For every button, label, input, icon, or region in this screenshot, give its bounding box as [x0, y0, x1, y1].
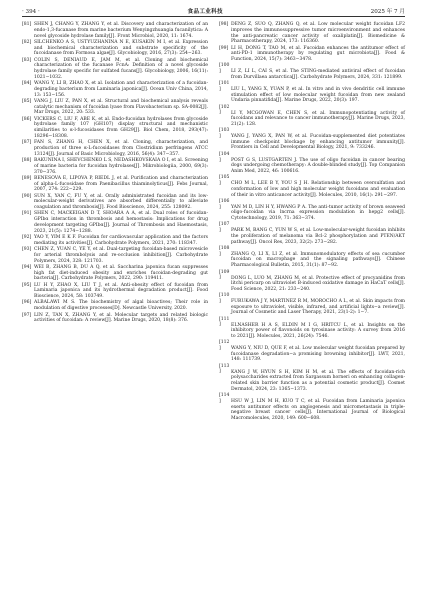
- reference-number: [100]: [219, 63, 230, 75]
- reference-text: DENG Z, SUO Q, ZHANG Q, et al. Low molecular weight fucoidan LF2 improves the immunosuppressive tumor microenvironment and enhances the anti-pancreatic cancer activity of oxaliplatin[J]. Biomedicine & Pharmacotherapy, 2024, 173: 116360.: [231, 22, 405, 45]
- reference-number: [94]: [22, 264, 32, 270]
- reference-number: [107]: [219, 222, 230, 234]
- reference-text: SHEN C, MACKEIGAN D T, SHOARA A A, et al. Dual roles of fucoidan-GPIbα interaction in thrombosis and hemostasis: Implications for drug development targeting GPIbα[J]. Journal of Thrombosis and Haemostasis, 2023, 21(5): 1274−1288.: [34, 211, 208, 234]
- reference-text: PARK M, BANG C, YUN W S, et al. Low-molecular-weight fucoidan inhibits the proliferation of melanoma via Bcl-2 phosphorylation and PTEN/AKT pathway[J]. Oncol Res, 2023, 32(2): 273−282.: [231, 228, 405, 245]
- reference-entry: [22, 235, 208, 247]
- reference-text: LI Z, LI L, CAI S, et al. The STING-mediated antiviral effect of fucoidan from Durvillaea antarctica[J]. Carbohydrate Polymers, 2024, 331: 121899.: [231, 69, 405, 80]
- reference-entry: [219, 317, 405, 340]
- reference-entry: [22, 158, 208, 175]
- reference-text: SHEN J, CHANG Y, ZHANG Y, et al. Discovery and characterization of an endo-1,3-fucanase from marine bacterium Wenyingzhuangia fucanilytica: A novel glycoside hydrolase family[J]. Front Microbiol, 2020, 11: 1674.: [34, 22, 208, 39]
- reference-number: [90]: [22, 193, 32, 199]
- reference-text: HSU W J, LIN M H, KUO T C, et al. Fucoidan from Laminaria japonica exerts antitumor effects on angiogenesis and micrometastasis in triple-negative breast cancer cells[J]. International Journal of Biological Macromolecules, 2020, 149: 600−608.: [231, 398, 405, 421]
- reference-number: [105]: [219, 175, 230, 187]
- reference-entry: [22, 40, 208, 57]
- reference-number: [91]: [22, 211, 32, 217]
- reference-entry: [219, 270, 405, 293]
- reference-number: [93]: [22, 247, 32, 253]
- reference-columns: [22, 22, 405, 422]
- reference-number: [109]: [219, 269, 230, 281]
- reference-number: [106]: [219, 198, 230, 210]
- reference-entry: [219, 364, 405, 393]
- reference-text: LI Y, MCGOWAN E, CHEN S, et al. Immunopotentiating activity of fucoidans and relevance to cancer immunotherapy[J]. Marine Drugs, 2023, 21(2): 128.: [231, 110, 405, 127]
- reference-entry: [22, 140, 208, 157]
- reference-text: YANG J, YANG X, PAN W, et al. Fucoidan-supplemented diet potentiates immune checkpoint blockage by enhancing antitumor immunity[J]. Frontiers in Cell and Developmental Biology, 2021, 9: 733246.: [231, 133, 405, 151]
- page-number: · 394 ·: [22, 9, 40, 15]
- reference-entry: [22, 283, 208, 300]
- reference-text: WEI B, ZHANG B, DU A Q, et al. Saccharina japonica fucan suppresses high fat diet-induced obesity and enriches fucoidan-degrading gut bacteria[J]. Carbohydrate Polymers, 2022, 290: 119411.: [34, 264, 208, 282]
- reference-text: COLIN S, DENIAUD E, JAM M, et al. Cloning and biochemical characterization of the fucanase FcnA: Definition of a novel glycoside hydrolase family specific for sulfated fucans[J]. Glycobiology, 2006, 16(11): 1021−1032.: [34, 57, 208, 80]
- reference-text: LIU L, YANG X, YUAN P, et al. In vitro and in vivo dendritic cell immune stimulation effect of low molecular weight fucoidan from new zealand Undaria pinnatifida[J]. Marine Drugs, 2022, 20(3): 197.: [231, 86, 405, 104]
- reference-text: LIN Z, TAN X, ZHANG Y, et al. Molecular targets and related biologic activities of fucoidan: A review[J]. Marine Drugs, 2020, 18(8): 376.: [34, 312, 208, 324]
- reference-text: LI H, DONG T, TAO M, et al. Fucoidan enhances the antitumor effect of anti-PD-1 immunotherapy by regulating gut microbiota[J]. Food & Function, 2024, 15(7): 3463−3478.: [231, 45, 405, 63]
- reference-entry: [219, 199, 405, 222]
- reference-number: [114]: [219, 393, 230, 404]
- reference-number: [85]: [22, 98, 32, 104]
- reference-number: [104]: [219, 151, 230, 163]
- reference-text: DONG L, LUO M, ZHANG M, et al. Protective effect of procyanidins from litchi pericarp on ultraviolet B-induced oxidative damage in HaCaT cells[J]. Food Science, 2022, 21: 233−240.: [231, 275, 405, 292]
- reference-text: CHEN Z, YUAN C, YE Y, et al. Dual-targeting fucoidan-based microvesicle for arterial thrombolysis and re-occlusion inhibition[J]. Carbohydrate Polymers, 2024, 328: 121703.: [34, 247, 208, 264]
- reference-text: SILCHENKO A S, USTYUZHANINA N E, KUSAKIN M I, et al. Expression and biochemical characterization and substrate specificity of the fucoidanase from Formosa algae[J]. Glycobiology, 2016, 27(3): 254−263.: [34, 39, 208, 57]
- reference-entry: [22, 22, 208, 39]
- reference-number: [88]: [22, 158, 32, 164]
- reference-number: [81]: [22, 22, 32, 27]
- reference-text: ELNASHER H A S, ELDIN M I G, HRITCU L, et al. Insights on the inhibitory power of flavonoids on tyrosinase activity: A survey from 2016 to 2021[J]. Molecules, 2021, 26(24): 7546.: [231, 322, 405, 339]
- reference-number: [108]: [219, 245, 230, 257]
- reference-entry: [219, 393, 405, 422]
- reference-text: LU H Y, ZHAO X, LIU T J, et al. Anti-obesity effect of fucoidan from Laminaria japonica and its hydrothermal degradation product[J]. Food Bioscience, 2024, 58: 103749.: [34, 282, 208, 300]
- reference-text: FAN S, ZHANG H, CHEN X, et al. Cloning, characterization, and production of three α-L-fucosidases from Clostridium perfringens ATCC 13124[J]. Journal of Basic Microbiology, 2016, 56(4): 347−357.: [34, 140, 208, 157]
- reference-number: [113]: [219, 363, 230, 375]
- journal-title: 食品工业科技: [187, 9, 223, 15]
- reference-text: WANG Y, LI B, ZHAO X, et al. Isolation and characterization of a fucoidan-degrading bacterium from Laminaria japonica[J]. Ocean Univ China, 2014, 13: 153−156.: [34, 81, 208, 98]
- reference-text: WANG Y, NIU D, QUE F, et al. Low molecular weight fucoidan prepared by fucoidanase degradation−a promising browning inhibitor[J]. LWT, 2021, 148: 111739.: [231, 345, 405, 363]
- reference-number: [84]: [22, 81, 32, 87]
- reference-text: YAO Y, YIM E K F. Fucoidan for cardiovascular application and the factors mediating its activities[J]. Carbohydrate Polymers, 2021, 270: 118347.: [34, 235, 208, 246]
- reference-column-left: [22, 22, 208, 422]
- reference-entry: [219, 222, 405, 245]
- reference-number: [86]: [22, 116, 32, 122]
- issue-date: 2025 年 7 月: [370, 9, 405, 15]
- reference-entry: [219, 63, 405, 80]
- reference-entry: [219, 340, 405, 363]
- reference-number: [82]: [22, 39, 32, 45]
- reference-entry: [219, 152, 405, 175]
- reference-number: [98]: [219, 22, 229, 27]
- reference-number: [112]: [219, 340, 230, 351]
- reference-entry: [219, 22, 405, 45]
- running-header: [22, 5, 405, 17]
- reference-entry: [219, 105, 405, 128]
- reference-entry: [22, 313, 208, 325]
- reference-number: [110]: [219, 293, 230, 304]
- reference-entry: [219, 46, 405, 63]
- reference-entry: [219, 81, 405, 104]
- reference-text: VICKERS C, LIU F, ABE K, et al. Endo-fucoidan hydrolases from glycoside hydrolase family 107 (GH107) display structural and mechanistic similarities to α-l-fucosidases from GH29[J]. Biol Chem, 2018, 293(47): 18296−18308.: [34, 116, 208, 139]
- reference-text: BENESOVA E, LIPOVA P, RIEDL J, et al. Purification and characterization of alpha-L-fucosidase from Paenibacillus thiaminolyticus[J]. Febs Journal, 2007, 274: 222−229.: [34, 175, 208, 193]
- reference-text: ZHANG Q, LI X, LI Z, et al. Immunomodulatory effects of sea cucumber fucoidan on macrophage and the signaling pathways[J]. Chinese Pharmacological Bulletin, 2015, 31(1): 87−92.: [231, 251, 405, 269]
- reference-text: ALBALAWI M S. The biochemistry of algal bioactives; Their role in modulation of digestive processes[D]. Newcastle University, 2020.: [34, 300, 208, 312]
- reference-column-right: [219, 22, 405, 422]
- reference-entry: [219, 128, 405, 151]
- reference-number: [87]: [22, 140, 32, 146]
- reference-number: [99]: [219, 45, 229, 51]
- reference-entry: [22, 58, 208, 81]
- reference-number: [95]: [22, 282, 32, 288]
- reference-number: [101]: [219, 81, 230, 92]
- reference-entry: [22, 176, 208, 193]
- reference-text: POST G S, LUSTGARTEN J. The use of oligo fucoidan in cancer bearing dogs undergoing chemotherapy: A double-blinded study[J]. Top Companion Anim Med, 2022, 46: 100616.: [231, 157, 405, 175]
- reference-number: [96]: [22, 300, 32, 306]
- reference-text: BAKUNINA I, SHEVCHENKO L S, NEDASHKOVSKAIA O I, et al. Screening of marine bacteria for fucoidan hydrolases[J]. Mikrobiologiia, 2000, 69(3): 370−376.: [34, 158, 209, 175]
- reference-text: SUN X, YAN C, FU Y, et al. Orally administrated fucoidan and its low-molecular-weight derivatives are absorbed differentially to alleviate coagulation and thrombosis[J]. Food Bioscience, 2024, 255: 128092.: [34, 193, 208, 211]
- reference-entry: [22, 247, 208, 264]
- reference-entry: [22, 211, 208, 234]
- reference-text: FURUKAWA J Y, MARTINEZ R M, MOROCHO A L, et al. Skin impacts from exposure to ultraviolet, visible, infrared, and artificial lights−a review[J]. Journal of Cosmetic and Laser Therapy, 2021, 23(1-2): 1−7.: [231, 298, 405, 316]
- reference-entry: [22, 300, 208, 312]
- reference-number: [102]: [219, 104, 230, 116]
- reference-text: CHO M L, LEE B Y, YOU S J H. Relationship between oversulfation and conformation of low and high molecular weight fucoidans and evaluation of their in vitro anticancer activity[J]. Molecules, 2010, 16(1): 291−297.: [231, 181, 405, 198]
- reference-number: [92]: [22, 235, 32, 241]
- reference-text: YAN M D, LIN H Y, HWANG P A. The anti-tumor activity of brown seaweed oligo-fucoidan via lncrna expression modulation in hepg2 cells[J]. Cytotechnology, 2019, 71: 363−374.: [231, 204, 405, 222]
- reference-entry: [219, 293, 405, 316]
- reference-number: [89]: [22, 175, 32, 181]
- reference-number: [111]: [219, 316, 230, 328]
- reference-number: [83]: [22, 57, 32, 63]
- reference-entry: [22, 265, 208, 282]
- reference-entry: [22, 117, 208, 140]
- reference-text: KANG J W, HYUN S H, KIM H M, et al. The effects of fucoidan-rich polysaccharides extracted from Sargassum horneri on enhancing collagen-related skin barrier function as a potential cosmetic product[J]. Cosmet Dermatol, 2024, 23: 1365−1373.: [231, 369, 405, 392]
- reference-text: VANG J, LIU Z, PAN X, et al. Structural and biochemical analysis reveals catalytic mechanism of fucoidan lyase from Flavobacterium sp. SA-0082[J]. Mar Drugs, 2022, 20: 533.: [34, 98, 208, 116]
- reference-number: [103]: [219, 128, 230, 139]
- reference-number: [97]: [22, 312, 32, 318]
- reference-entry: [219, 246, 405, 269]
- reference-entry: [22, 99, 208, 116]
- reference-entry: [22, 81, 208, 98]
- reference-entry: [219, 175, 405, 198]
- reference-entry: [22, 194, 208, 211]
